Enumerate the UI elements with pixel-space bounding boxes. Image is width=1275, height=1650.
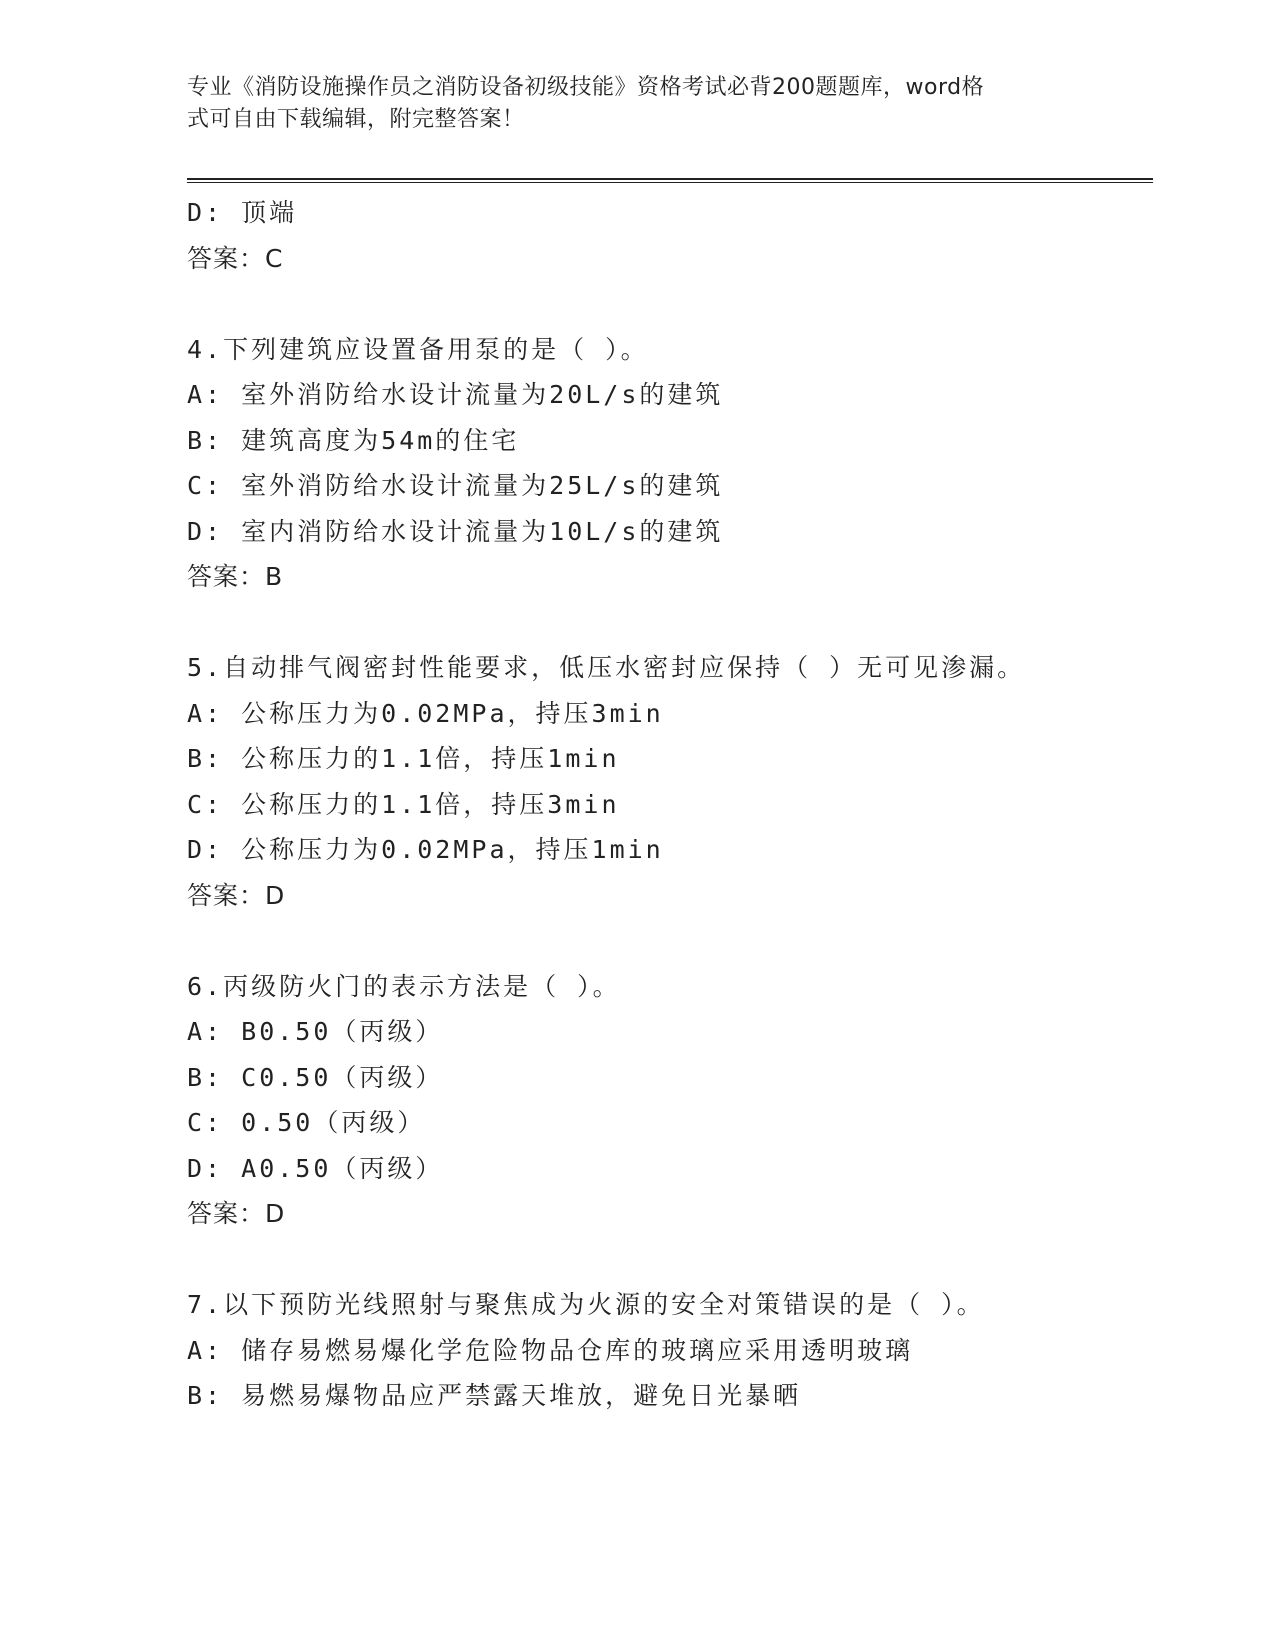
page-header — [187, 72, 1067, 136]
question-5-answer: 答案：D — [187, 880, 286, 910]
question-6-option-a: A: B0.50（丙级） — [187, 1017, 444, 1046]
question-5-option-c: C: 公称压力的1.1倍，持压3min — [187, 789, 620, 819]
question-4-option-b: B: 建筑高度为54m的住宅 — [187, 425, 520, 455]
question-6-option-d: D: A0.50（丙级） — [187, 1153, 444, 1183]
header-line-2: 式可自由下载编辑，附完整答案！ — [187, 107, 525, 132]
question-5-stem: 5.自动排气阀密封性能要求，低压水密封应保持（ ）无可见渗漏。 — [187, 653, 1026, 682]
question-5-option-d: D: 公称压力为0.02MPa，持压1min — [187, 835, 664, 864]
prev-option-d: D: 顶端 — [187, 198, 298, 227]
question-6-stem: 6.丙级防火门的表示方法是（ ）。 — [187, 971, 621, 1001]
question-4-option-a: A: 室外消防给水设计流量为20L/s的建筑 — [187, 380, 724, 409]
question-4-option-d: D: 室内消防给水设计流量为10L/s的建筑 — [187, 516, 724, 546]
prev-answer: 答案：C — [187, 243, 284, 273]
question-5-option-b: B: 公称压力的1.1倍，持压1min — [187, 744, 620, 773]
spacer — [187, 1237, 1153, 1283]
document-body — [187, 190, 1153, 1419]
spacer — [187, 600, 1153, 646]
question-4-option-c: C: 室外消防给水设计流量为25L/s的建筑 — [187, 471, 724, 500]
question-6-option-c: C: 0.50（丙级） — [187, 1108, 426, 1137]
question-4-stem: 4.下列建筑应设置备用泵的是（ ）。 — [187, 334, 649, 364]
header-divider — [187, 178, 1153, 183]
header-line-1: 专业《消防设施操作员之消防设备初级技能》资格考试必背200题题库，word格 — [187, 75, 985, 100]
question-5-option-a: A: 公称压力为0.02MPa，持压3min — [187, 698, 664, 728]
question-7-option-a: A: 储存易燃易爆化学危险物品仓库的玻璃应采用透明玻璃 — [187, 1335, 914, 1365]
question-7-stem: 7.以下预防光线照射与聚焦成为火源的安全对策错误的是（ ）。 — [187, 1290, 985, 1319]
question-4-answer: 答案：B — [187, 562, 284, 591]
question-7-option-b: B: 易燃易爆物品应严禁露天堆放，避免日光暴晒 — [187, 1381, 802, 1410]
question-6-option-b: B: C0.50（丙级） — [187, 1062, 444, 1092]
spacer — [187, 918, 1153, 964]
question-6-answer: 答案：D — [187, 1199, 286, 1228]
spacer — [187, 281, 1153, 327]
